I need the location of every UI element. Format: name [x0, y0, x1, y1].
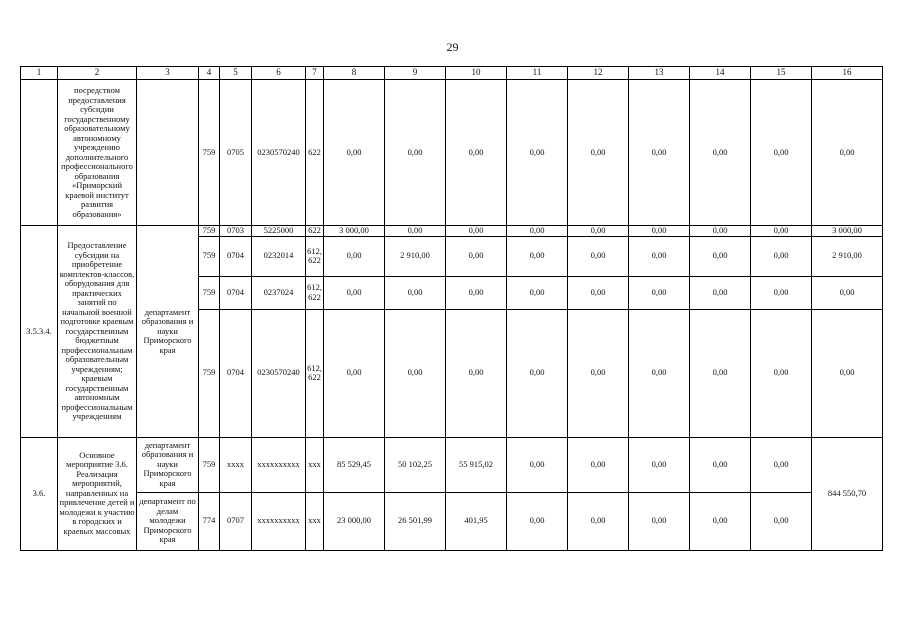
section-code: 0704	[220, 236, 252, 276]
total-cell: 3 000,00	[812, 226, 883, 237]
measure-description: посредством предоставления субсидии государственному образовательному автономному учреждению дополнительного профессионального образования «Приморский краевой институт развития образования»	[58, 80, 137, 226]
column-header: 16	[812, 67, 883, 80]
column-header: 7	[306, 67, 324, 80]
expense-type-code: 612, 622	[306, 309, 324, 437]
amount-cell: 85 529,45	[324, 437, 385, 492]
amount-cell: 0,00	[385, 80, 446, 226]
amount-cell: 0,00	[446, 226, 507, 237]
column-header: 10	[446, 67, 507, 80]
amount-cell: 0,00	[690, 226, 751, 237]
amount-cell: 0,00	[446, 80, 507, 226]
grbs-code: 759	[199, 236, 220, 276]
amount-cell: 2 910,00	[385, 236, 446, 276]
amount-cell: 23 000,00	[324, 492, 385, 550]
column-header: 9	[385, 67, 446, 80]
target-article-code: 0232014	[252, 236, 306, 276]
amount-cell: 0,00	[446, 236, 507, 276]
column-header: 11	[507, 67, 568, 80]
expense-type-code: xxx	[306, 492, 324, 550]
grbs-code: 759	[199, 226, 220, 237]
amount-cell: 0,00	[385, 226, 446, 237]
column-header: 14	[690, 67, 751, 80]
amount-cell: 0,00	[751, 236, 812, 276]
table-row	[21, 492, 883, 550]
amount-cell: 0,00	[751, 276, 812, 309]
amount-cell: 0,00	[690, 80, 751, 226]
amount-cell: 0,00	[629, 437, 690, 492]
total-cell: 0,00	[812, 80, 883, 226]
column-header: 4	[199, 67, 220, 80]
amount-cell: 0,00	[446, 309, 507, 437]
target-article-code: xxxxxxxxxx	[252, 437, 306, 492]
row-number-cell	[21, 80, 58, 226]
expense-type-code: 622	[306, 226, 324, 237]
expense-type-code: 612, 622	[306, 276, 324, 309]
grbs-code: 759	[199, 80, 220, 226]
column-header: 12	[568, 67, 629, 80]
table-row	[21, 80, 883, 226]
responsible-cell: департамент образования и науки Приморского края	[137, 437, 199, 492]
amount-cell: 0,00	[629, 309, 690, 437]
amount-cell: 3 000,00	[324, 226, 385, 237]
table-row	[21, 437, 883, 492]
row-number-cell: 3.5.3.4.	[21, 226, 58, 438]
expense-type-code: 622	[306, 80, 324, 226]
grbs-code: 759	[199, 276, 220, 309]
amount-cell: 26 501,99	[385, 492, 446, 550]
target-article-code: 0230570240	[252, 80, 306, 226]
amount-cell: 0,00	[751, 80, 812, 226]
responsible-cell: департамент по делам молодежи Приморского края	[137, 492, 199, 550]
amount-cell: 0,00	[507, 492, 568, 550]
target-article-code: 0230570240	[252, 309, 306, 437]
section-code: xxxx	[220, 437, 252, 492]
amount-cell: 0,00	[629, 80, 690, 226]
amount-cell: 0,00	[568, 276, 629, 309]
total-cell: 0,00	[812, 309, 883, 437]
amount-cell: 0,00	[324, 276, 385, 309]
section-code: 0707	[220, 492, 252, 550]
total-cell: 2 910,00	[812, 236, 883, 276]
amount-cell: 0,00	[751, 437, 812, 492]
amount-cell: 0,00	[324, 309, 385, 437]
amount-cell: 0,00	[629, 492, 690, 550]
total-cell: 844 550,70	[812, 437, 883, 550]
amount-cell: 0,00	[690, 437, 751, 492]
table-row	[21, 226, 883, 237]
column-header: 13	[629, 67, 690, 80]
amount-cell: 0,00	[507, 80, 568, 226]
amount-cell: 401,95	[446, 492, 507, 550]
column-header: 2	[58, 67, 137, 80]
section-code: 0704	[220, 276, 252, 309]
responsible-cell	[137, 80, 199, 226]
total-cell: 0,00	[812, 276, 883, 309]
column-header: 1	[21, 67, 58, 80]
amount-cell: 0,00	[568, 309, 629, 437]
amount-cell: 0,00	[324, 236, 385, 276]
grbs-code: 759	[199, 309, 220, 437]
amount-cell: 0,00	[568, 80, 629, 226]
amount-cell: 55 915,02	[446, 437, 507, 492]
column-header: 3	[137, 67, 199, 80]
section-code: 0705	[220, 80, 252, 226]
amount-cell: 0,00	[690, 492, 751, 550]
target-article-code: 0237024	[252, 276, 306, 309]
column-header: 5	[220, 67, 252, 80]
budget-table	[20, 66, 883, 551]
amount-cell: 0,00	[751, 226, 812, 237]
page-number: 29	[446, 40, 459, 54]
amount-cell: 0,00	[690, 309, 751, 437]
amount-cell: 0,00	[690, 276, 751, 309]
measure-description: Предоставление субсидии на приобретение комплектов-классов, оборудования для практических занятий по начальной военной подготовке краевым государственным бюджетным профессиональным образовательным учреждениям; краевым государственным автономным профессиональным учреждениям	[58, 226, 137, 438]
target-article-code: 5225000	[252, 226, 306, 237]
amount-cell: 0,00	[568, 437, 629, 492]
amount-cell: 0,00	[568, 492, 629, 550]
amount-cell: 0,00	[385, 309, 446, 437]
amount-cell: 0,00	[568, 226, 629, 237]
amount-cell: 0,00	[690, 236, 751, 276]
amount-cell: 0,00	[629, 236, 690, 276]
expense-type-code: 612, 622	[306, 236, 324, 276]
amount-cell: 0,00	[507, 226, 568, 237]
row-number-cell: 3.6.	[21, 437, 58, 550]
amount-cell: 0,00	[568, 236, 629, 276]
amount-cell: 50 102,25	[385, 437, 446, 492]
measure-description: Основное мероприятие 3.6. Реализация мероприятий, направленных на привлечение детей и молодежи к участию в городских и краевых массовых	[58, 437, 137, 550]
amount-cell: 0,00	[507, 309, 568, 437]
target-article-code: xxxxxxxxxx	[252, 492, 306, 550]
amount-cell: 0,00	[751, 492, 812, 550]
amount-cell: 0,00	[751, 309, 812, 437]
amount-cell: 0,00	[324, 80, 385, 226]
amount-cell: 0,00	[629, 226, 690, 237]
column-number-row	[21, 67, 883, 80]
column-header: 6	[252, 67, 306, 80]
column-header: 8	[324, 67, 385, 80]
column-header: 15	[751, 67, 812, 80]
section-code: 0703	[220, 226, 252, 237]
amount-cell: 0,00	[385, 276, 446, 309]
grbs-code: 774	[199, 492, 220, 550]
grbs-code: 759	[199, 437, 220, 492]
amount-cell: 0,00	[629, 276, 690, 309]
section-code: 0704	[220, 309, 252, 437]
responsible-cell: департамент образования и науки Приморского края	[137, 226, 199, 438]
amount-cell: 0,00	[507, 276, 568, 309]
amount-cell: 0,00	[507, 236, 568, 276]
expense-type-code: xxx	[306, 437, 324, 492]
amount-cell: 0,00	[507, 437, 568, 492]
amount-cell: 0,00	[446, 276, 507, 309]
